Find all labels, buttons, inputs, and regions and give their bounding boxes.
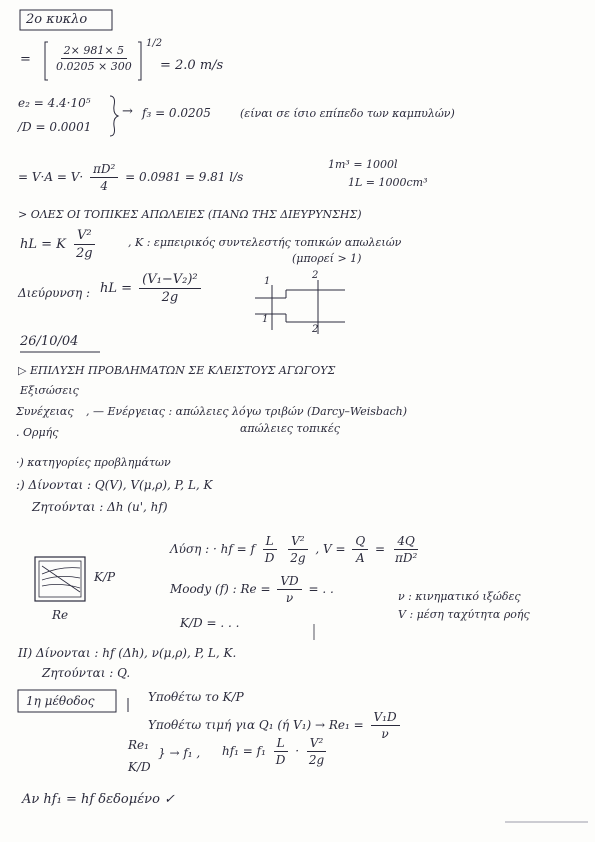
moody-formula [170,574,334,605]
sol-num-2: V² [288,534,307,550]
solution-label: Λύση : · hf = f [170,542,255,556]
moody-tail: = . . [308,582,334,596]
hf1-num-2: V² [307,736,326,752]
lecture-title: 2ο κυκλο [26,12,88,27]
pipe-expansion-diagram [255,280,345,334]
equations-title: Εξισώσεις [20,384,79,397]
expansion-lhs: hL = [100,281,133,296]
hf1-den-1: D [275,753,286,767]
hf1-num-1: L [274,736,288,752]
section-2-top-label: 2 [312,270,319,281]
hf1-den-2: 2g [308,753,325,767]
momentum-label: . Ορμής [16,426,59,439]
head-loss-numerator: V² [74,228,95,245]
velocity-exponent: 1/2 [146,38,163,49]
velocity-denominator: 0.0205 × 300 [56,60,132,73]
velocity-fraction [50,44,138,73]
moody-denominator: ν [285,591,294,605]
reynolds-arrow: → [122,104,133,119]
roughness-value: /D = 0.0001 [18,120,92,134]
flow-result: = 0.0981 = 9.81 l/s [125,170,244,184]
sol-den-2: 2g [290,551,306,565]
unit-conversion-2: 1L = 1000cm³ [348,176,428,189]
solution-formula [170,534,423,565]
unit-conversion-1: 1m³ = 1000l [328,158,398,171]
method-numerator: V₁D [371,710,400,726]
case1-given: :) Δίνονται : Q(V), V(μ,ρ), P, L, K [16,478,213,492]
continuity-label: Συνέχειας [16,405,74,418]
friction-note: (είναι σε ίσιο επίπεδο των καμπυλών) [240,107,455,120]
lecture-date: 26/10/04 [20,334,79,349]
v-num-2: 4Q [394,534,417,550]
velocity-result: = 2.0 m/s [160,58,224,73]
sol-num-1: L [263,534,277,550]
velocity-lhs: = [20,52,31,67]
minor-losses-header: > ΟΛΕΣ ΟΙ ΤΟΠΙΚΕΣ ΑΠΩΛΕΙΕΣ (ΠΑΝΩ ΤΗΣ ΔΙΕΥΡΥΝΣΗΣ) [18,208,362,221]
section-1-top-label: 1 [264,276,271,287]
head-loss-denominator: 2g [76,246,93,261]
flow-numerator: πD² [90,162,118,178]
moody-diagram-kp-label: K/P [94,570,116,584]
re-block-1: Re₁ [128,738,149,752]
v-den-2: πD² [394,551,418,565]
case1-sought: Ζητούνται : Δh (u', hf) [32,500,168,514]
expansion-numerator: (V₁−V₂)² [139,272,200,289]
method-step-1: Υποθέτω το K/P [148,690,244,704]
method-denominator: ν [381,727,389,741]
right-bracket-icon [138,42,141,80]
reynolds-value: e₂ = 4.4·10⁵ [18,96,91,110]
head-loss-formula [20,228,99,261]
k-definition: , K : εμπειρικός συντελεστής τοπικών απωλειών [128,236,402,249]
brace-icon [110,96,118,136]
final-condition: Αν hf₁ = hf δεδομένο ✓ [22,792,175,807]
energy-label: , — Ενέργειας : απώλειες λόγω τριβών (Darcy–Weisbach) [86,405,408,418]
re-arrow: } → f₁ , [158,746,201,760]
categories-label: ·) κατηγορίες προβλημάτων [16,456,171,469]
moody-label: Moody (f) : Re = [170,582,271,596]
v-equals: = [375,542,386,556]
moody-numerator: VD [277,574,301,590]
hf1-formula [222,736,330,767]
local-losses-label: απώλειες τοπικές [240,422,340,435]
v-den-1: A [355,551,365,565]
hf1-dot: · [295,744,300,758]
method-step-2-text: Υποθέτω τιμή για Q₁ (ή V₁) → Re₁ = [148,718,364,732]
re-block-2: K/D [128,760,151,774]
case2-given: II) Δίνονται : hf (Δh), ν(μ,ρ), P, L, K. [18,646,237,660]
velocity-numerator: 2× 981× 5 [61,44,127,59]
mean-velocity-def: V : μέση ταχύτητα ροής [398,608,530,621]
sol-den-1: D [264,551,275,565]
flow-expr-text: = V·A = V· [18,170,84,184]
flow-denominator: 4 [100,179,108,193]
moody-diagram [35,557,85,601]
hf1-lhs: hf₁ = f₁ [222,744,266,758]
method-label: 1η μέθοδος [26,694,95,708]
velocity-expr: , V = [315,542,346,556]
friction-result: f₃ = 0.0205 [142,106,211,120]
expansion-label: Διεύρυνση : [18,286,90,300]
left-bracket-icon [45,42,48,80]
k-note: (μπορεί > 1) [292,252,362,265]
flow-expression [18,162,243,193]
v-num-1: Q [352,534,368,550]
section-1-bottom-label: 1 [262,314,269,325]
relative-roughness: K/D = . . . [180,616,240,630]
case2-sought: Ζητούνται : Q. [42,666,131,680]
head-loss-lhs: hL = K [20,237,66,252]
section-2-bottom-label: 2 [312,324,319,335]
expansion-formula [100,272,204,305]
problems-header: ▷ ΕΠΙΛΥΣΗ ΠΡΟΒΛΗΜΑΤΩΝ ΣΕ ΚΛΕΙΣΤΟΥΣ ΑΓΩΓΟΥΣ [18,364,336,377]
moody-diagram-re-label: Re [52,608,69,622]
expansion-denominator: 2g [161,290,179,305]
kinematic-viscosity-def: ν : κινηματικό ιξώδες [398,590,521,603]
